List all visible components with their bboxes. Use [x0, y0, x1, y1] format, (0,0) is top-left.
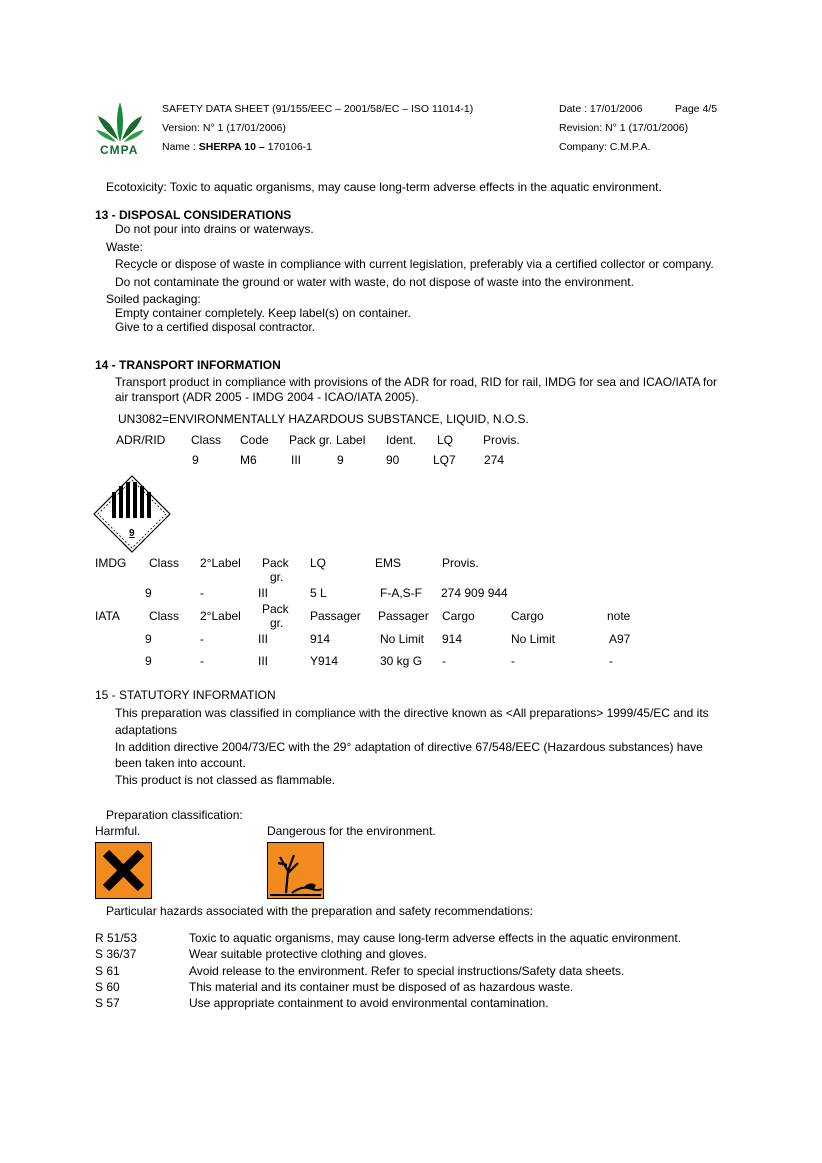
version: Version: N° 1 (17/01/2006)	[162, 122, 286, 134]
sds-title: SAFETY DATA SHEET (91/155/EEC – 2001/58/EC – ISO 11014-1)	[162, 103, 474, 115]
iata-head-7: Cargo	[442, 609, 475, 623]
adr-cell-3: 9	[337, 453, 344, 467]
section-15-title: 15 - STATUTORY INFORMATION	[95, 688, 276, 702]
iata-r1-cell-5: 914	[442, 632, 463, 646]
imdg-head-5: LQ	[310, 556, 327, 570]
iata-r2-cell-6: -	[511, 654, 515, 668]
adr-head-4: Label	[336, 433, 366, 447]
iata-r1-cell-7: A97	[609, 632, 631, 646]
particular-hazards: Particular hazards associated with the preparation and safety recommendations:	[106, 904, 533, 918]
phrase-code: R 51/53	[95, 931, 138, 945]
iata-r1-cell-0: 9	[145, 632, 152, 646]
class-9-diamond-icon	[92, 474, 172, 554]
iata-r2-cell-3: Y914	[310, 654, 339, 668]
name-rest: 170106-1	[264, 141, 313, 153]
imdg-head-7: Provis.	[442, 556, 479, 570]
iata-head-3: Pack	[262, 602, 289, 616]
imdg-cell-4: F-A,S-F	[380, 586, 422, 600]
section-14-title: 14 - TRANSPORT INFORMATION	[95, 358, 281, 372]
imdg-cell-0: 9	[145, 586, 152, 600]
s14-line2: air transport (ADR 2005 - IMDG 2004 - ICAO/IATA 2005).	[115, 390, 419, 404]
imdg-head-1: Class	[149, 556, 180, 570]
s13-line1: Do not pour into drains or waterways.	[115, 222, 314, 236]
s15-line3: In addition directive 2004/73/EC with the 29° adaptation of directive 67/548/EEC (Hazardous substances) have	[115, 740, 703, 754]
page-number: Page 4/5	[675, 103, 718, 115]
s15-line2: adaptations	[115, 723, 178, 737]
imdg-head-3: Pack	[262, 556, 289, 570]
name-prefix: Name :	[162, 141, 199, 153]
s13-line3: Do not contaminate the ground or water with waste, do not dispose of waste into the environment.	[115, 275, 634, 289]
dangerous-label: Dangerous for the environment.	[267, 824, 436, 838]
s13-soiled: Soiled packaging:	[106, 292, 201, 306]
iata-r1-cell-3: 914	[310, 632, 331, 646]
ecotoxicity: Ecotoxicity: Toxic to aquatic organisms, may cause long-term adverse effects in the aquatic environment.	[106, 180, 662, 194]
environment-hazard-icon	[267, 842, 324, 899]
iata-r1-cell-6: No Limit	[511, 632, 556, 646]
iata-r2-cell-2: III	[258, 654, 269, 668]
harmful-label: Harmful.	[95, 824, 141, 838]
iata-r2-cell-7: -	[609, 654, 613, 668]
iata-r2-cell-1: -	[200, 654, 204, 668]
un-number: UN3082=ENVIRONMENTALLY HAZARDOUS SUBSTANCE, LIQUID, N.O.S.	[118, 412, 529, 426]
phrase-text: Toxic to aquatic organisms, may cause long-term adverse effects in the aquatic environment.	[189, 931, 682, 945]
name-bold: SHERPA 10 –	[198, 141, 265, 153]
iata-r2-cell-5: -	[442, 654, 446, 668]
iata-head-6: Passager	[378, 609, 429, 623]
imdg-cell-1: -	[200, 586, 204, 600]
imdg-cell-3: 5 L	[310, 586, 327, 600]
s14-line1: Transport product in compliance with provisions of the ADR for road, RID for rail, IMDG for sea and ICAO/IATA for	[115, 375, 718, 389]
s15-line1: This preparation was classified in compliance with the directive known as <All preparations> 1999/45/EC and its	[115, 706, 709, 720]
iata-head-0: IATA	[95, 609, 120, 623]
s13-line4: Empty container completely. Keep label(s) on container.	[115, 306, 411, 320]
leaf-logo-icon	[94, 100, 146, 144]
adr-cell-2: III	[291, 453, 302, 467]
iata-head-1: Class	[149, 609, 180, 623]
adr-cell-0: 9	[192, 453, 199, 467]
iata-r2-cell-4: 30 kg G	[380, 654, 423, 668]
prep-classification: Preparation classification:	[106, 808, 243, 822]
iata-head-9: note	[607, 609, 631, 623]
imdg-cell-5: 274 909 944	[441, 586, 508, 600]
harmful-x-icon	[95, 842, 152, 899]
adr-head-2: Code	[240, 433, 269, 447]
s13-line2: Recycle or dispose of waste in compliance with current legislation, preferably via a certified collector or company.	[115, 257, 714, 271]
iata-r1-cell-4: No Limit	[380, 632, 425, 646]
s13-waste: Waste:	[106, 240, 143, 254]
iata-r1-cell-2: III	[258, 632, 269, 646]
phrase-text: This material and its container must be disposed of as hazardous waste.	[189, 980, 574, 994]
adr-cell-1: M6	[240, 453, 257, 467]
adr-cell-5: LQ7	[433, 453, 456, 467]
company: Company: C.M.P.A.	[559, 141, 651, 153]
adr-head-6: LQ	[437, 433, 454, 447]
imdg-head-6: EMS	[375, 556, 402, 570]
product-name	[162, 141, 312, 153]
iata-r1-cell-1: -	[200, 632, 204, 646]
s15-line4: been taken into account.	[115, 756, 246, 770]
s13-line5: Give to a certified disposal contractor.	[115, 320, 316, 334]
iata-head-8: Cargo	[511, 609, 544, 623]
adr-head-7: Provis.	[483, 433, 520, 447]
phrase-text: Wear suitable protective clothing and gloves.	[189, 947, 427, 961]
imdg-head-4: gr.	[270, 570, 284, 584]
section-13-title: 13 - DISPOSAL CONSIDERATIONS	[95, 208, 292, 222]
adr-head-0: ADR/RID	[116, 433, 166, 447]
adr-head-3: Pack gr.	[289, 433, 333, 447]
date: Date : 17/01/2006	[559, 103, 643, 115]
logo-text: CMPA	[100, 143, 139, 157]
phrase-code: S 61	[95, 964, 120, 978]
adr-cell-6: 274	[484, 453, 505, 467]
phrase-code: S 36/37	[95, 947, 137, 961]
iata-r2-cell-0: 9	[145, 654, 152, 668]
phrase-text: Avoid release to the environment. Refer to special instructions/Safety data sheets.	[189, 964, 625, 978]
s15-line5: This product is not classed as flammable.	[115, 773, 336, 787]
imdg-head-2: 2°Label	[200, 556, 241, 570]
phrase-text: Use appropriate containment to avoid environmental contamination.	[189, 996, 549, 1010]
imdg-cell-2: III	[258, 586, 269, 600]
iata-head-5: Passager	[310, 609, 361, 623]
phrase-code: S 60	[95, 980, 120, 994]
adr-cell-4: 90	[386, 453, 400, 467]
diamond-label: 9	[129, 528, 135, 539]
iata-head-4: gr.	[270, 616, 284, 630]
revision: Revision: N° 1 (17/01/2006)	[559, 122, 689, 134]
adr-head-1: Class	[191, 433, 222, 447]
iata-head-2: 2°Label	[200, 609, 241, 623]
phrase-code: S 57	[95, 996, 120, 1010]
adr-head-5: Ident.	[386, 433, 417, 447]
logo	[94, 100, 146, 158]
imdg-head-0: IMDG	[95, 556, 127, 570]
